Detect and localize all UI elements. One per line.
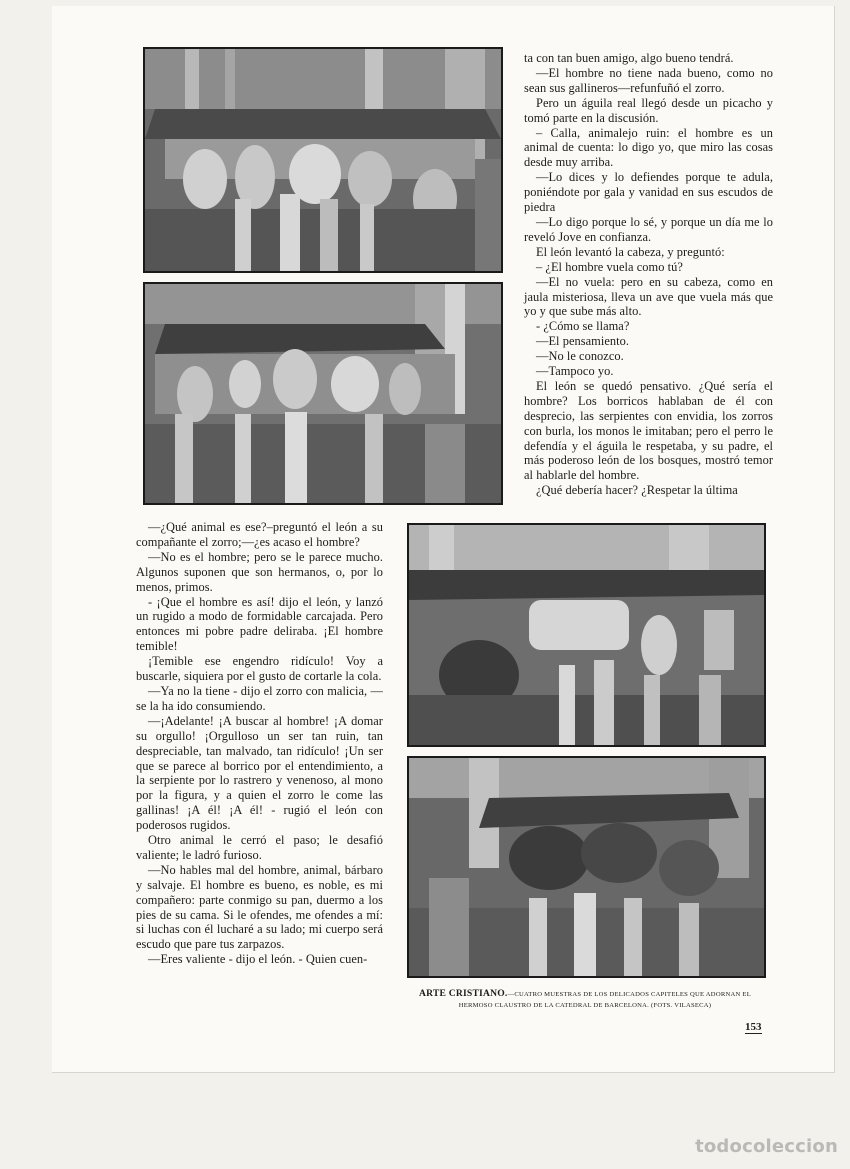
paragraph: Pero un águila real llegó desde un picacho y tomó parte en la discusión. <box>524 95 773 125</box>
paragraph: ¡Temible ese engendro ridículo! Voy a buscarle, siquiera por el gusto de cortarle la cola. <box>136 654 383 684</box>
photo-capital-1-image <box>145 49 501 271</box>
paragraph: —Tampoco yo. <box>536 364 614 379</box>
paragraph: Otro animal le cerró el paso; le desafió valiente; le ladró furioso. <box>136 833 383 862</box>
photo-capital-2-image <box>145 284 501 503</box>
text-column-right <box>524 51 773 498</box>
paragraph: —No es el hombre; pero se le parece mucho. Algunos suponen que son hermanos, o, por lo menos, primos. <box>136 549 383 594</box>
caption-text: —CUATRO MUESTRAS DE LOS DELICADOS CAPITELES QUE ADORNAN EL HERMOSO CLAUSTRO DE LA CATEDRAL DE BARCELONA. (FOTS. VILASECA) <box>458 991 751 1009</box>
paragraph: —Lo digo porque lo sé, y porque un día me lo reveló Jove en confianza. <box>524 214 773 244</box>
paragraph: – ¿El hombre vuela como tú? <box>536 259 683 274</box>
photo-capital-4-image <box>409 758 764 976</box>
paragraph: El león levantó la cabeza, y preguntó: <box>536 244 725 259</box>
paragraph: —El pensamiento. <box>536 334 630 349</box>
paragraph: —Lo dices y lo defiendes porque te adula, poniéndote por gala y vanidad en sus escudos de piedra <box>524 170 773 215</box>
paragraph: - ¡Que el hombre es así! dijo el león, y lanzó un rugido a modo de formidable carcajada. Pero entonces mi pobre padre deliraba. ¡El hombre temible! <box>136 594 383 654</box>
photo-capital-4 <box>407 756 766 978</box>
paragraph: —El hombre no tiene nada bueno, como no sean sus gallineros—refunfuñó el zorro. <box>524 65 773 95</box>
paragraph: El león se quedó pensativo. ¿Qué sería el hombre? Los borricos hablaban de él con desprecio, las serpientes con envidia, los zorros con burla, los monos le imitaban; pero el perro le defendía y el águila le respetaba, y su padre, el más poderoso león de los bosques, mostró temor al hablarle del hombre. <box>524 378 773 483</box>
paragraph: —No hables mal del hombre, animal, bárbaro y salvaje. El hombre es bueno, es noble, es mi compañero: parte conmigo su pan, duermo a los pies de su cama. Si le ofendes, me ofendes a mí: si luchas con él lucharé a su lado; mi cuerpo será escudo que pare tus zarpazos. <box>136 862 383 952</box>
paragraph: —¿Qué animal es ese?–preguntó el león a su compañante el zorro;—¿es acaso el hombre? <box>136 520 383 549</box>
photo-capital-2 <box>143 282 503 505</box>
text-column-left <box>136 520 383 967</box>
caption-title: ARTE CRISTIANO. <box>419 988 508 999</box>
paragraph: - ¿Cómo se llama? <box>536 319 630 334</box>
paragraph: – Calla, animalejo ruin: el hombre es un animal de cuenta: lo digo yo, que miro las cosas desde muy arriba. <box>524 125 773 170</box>
watermark-logo: todocoleccion <box>695 1136 838 1157</box>
paragraph: —El no vuela: pero en su cabeza, como en jaula misteriosa, lleva un ave que vuela más que yo y que sube más alto. <box>524 274 773 319</box>
paragraph: —¡Adelante! ¡A buscar al hombre! ¡A domar su orgullo! ¡Orgulloso un ser tan ruin, tan despreciable, tan malvado, tan ridículo! ¡Un ser que se parece al borrico por el entendimiento, a la serpiente por lo rastrero y venenoso, al mono por la figura, y a quien el zorro le come las gallinas! ¡A él! ¡A él! - rugió el león con poderosos rugidos. <box>136 713 383 833</box>
paragraph: ta con tan buen amigo, algo bueno tendrá. <box>524 51 734 65</box>
figure-caption <box>405 989 765 1011</box>
paragraph: —No le conozco. <box>536 349 624 364</box>
paragraph: —Ya no la tiene - dijo el zorro con malicia, —se la ha ido consumiendo. <box>136 683 383 713</box>
page-number: 153 <box>745 1021 762 1033</box>
paragraph: —Eres valiente - dijo el león. - Quien cuen- <box>148 952 368 967</box>
photo-capital-3 <box>407 523 766 747</box>
paragraph: ¿Qué debería hacer? ¿Respetar la última <box>536 483 738 498</box>
photo-capital-1 <box>143 47 503 273</box>
photo-capital-3-image <box>409 525 764 745</box>
